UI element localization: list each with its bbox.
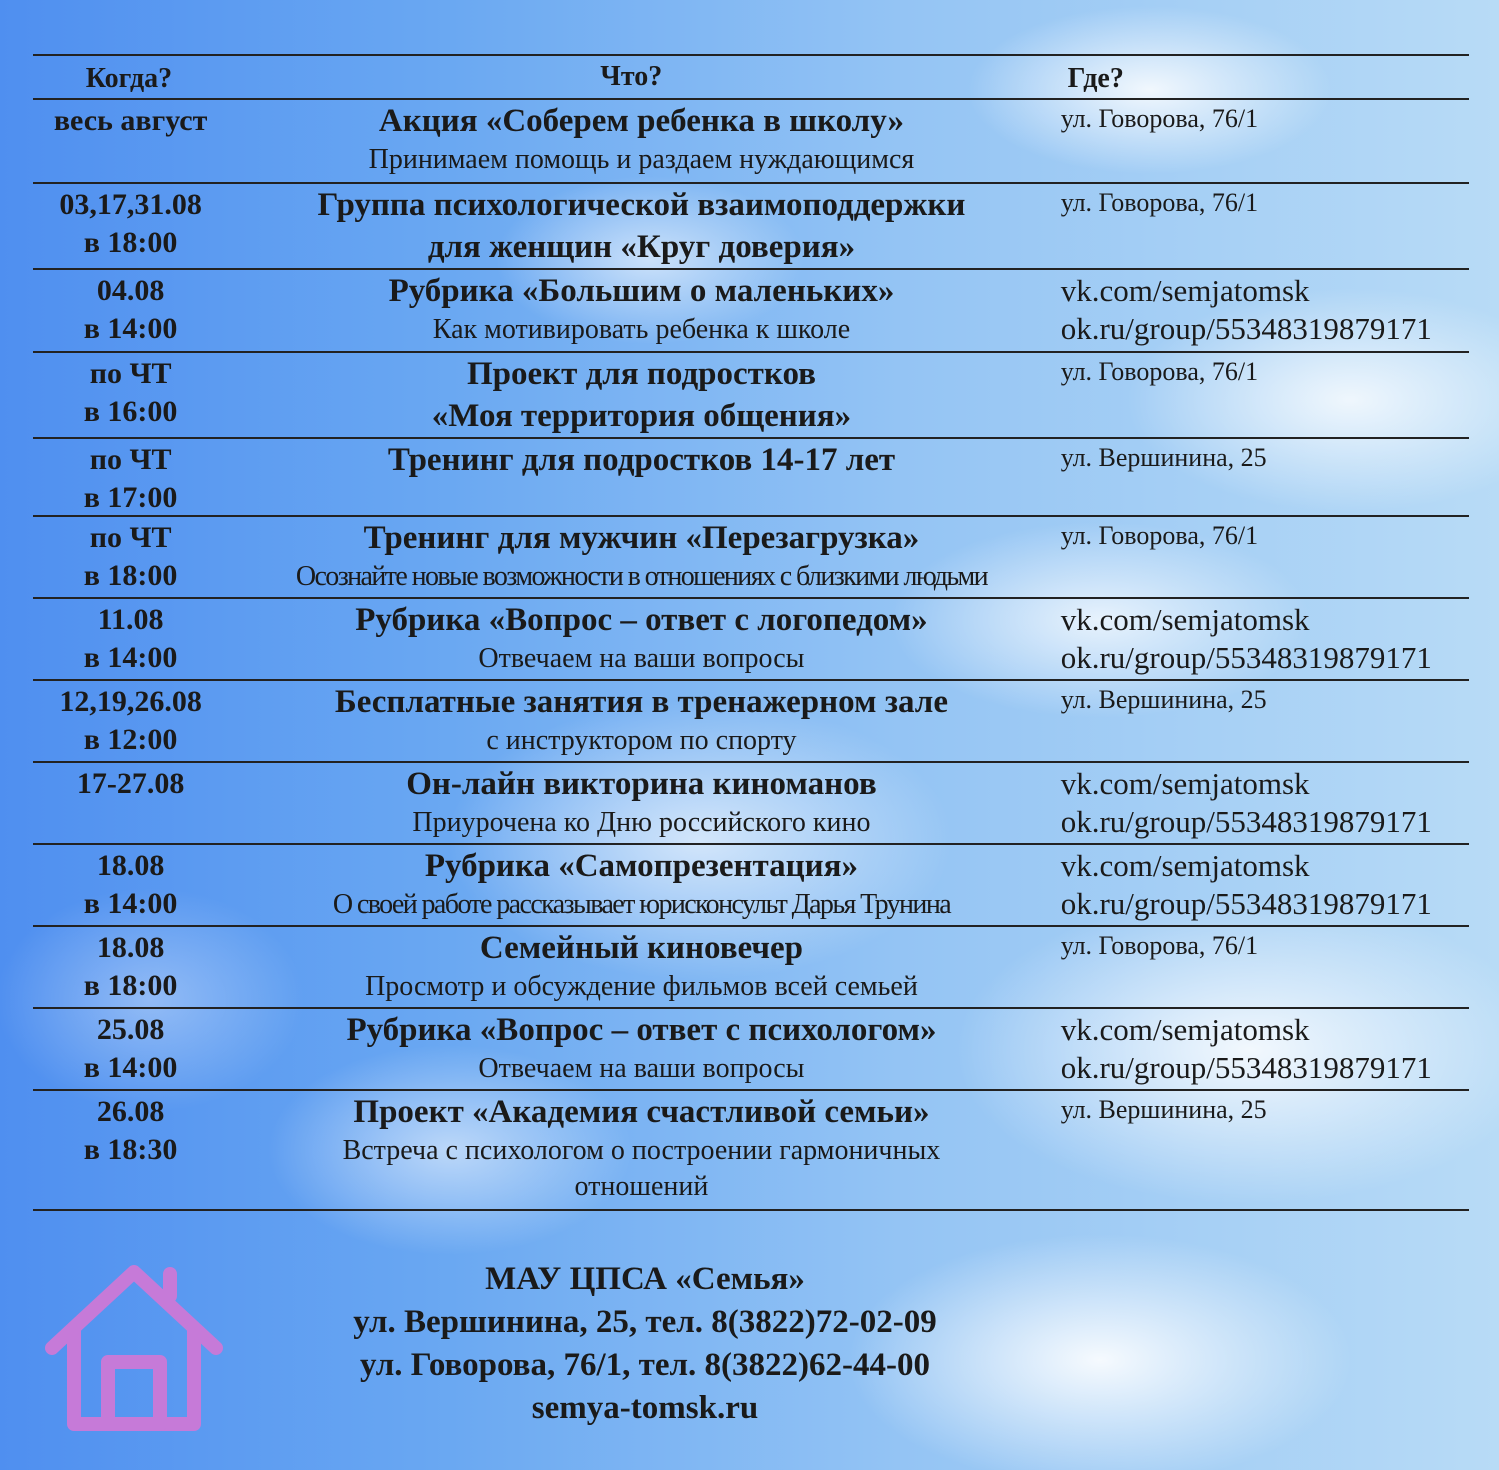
event-description: О своей работе рассказывает юрисконсульт Дарья Трунина <box>332 889 951 920</box>
event-address: ул. Вершинина, 25 <box>1060 685 1267 714</box>
event-when: 03,17,31.08 в 18:00 <box>59 188 202 259</box>
event-when: 04.08 в 14:00 <box>83 274 178 345</box>
table-row <box>33 1091 1469 1211</box>
event-what <box>228 100 1055 182</box>
event-when: 17-27.08 <box>76 767 185 800</box>
table-row <box>33 927 1469 1009</box>
event-title: Акция «Соберем ребенка в школу» <box>378 103 905 139</box>
event-description: Встреча с психологом о построении гармоничных отношений <box>342 1135 941 1202</box>
event-title: Бесплатные занятия в тренажерном зале <box>334 684 948 720</box>
event-when: 26.08 в 18:30 <box>83 1095 178 1166</box>
table-row <box>33 353 1469 439</box>
schedule-table <box>33 54 1469 1211</box>
event-online-links[interactable]: vk.com/semjatomsk ok.ru/group/55348319879171 <box>1060 1012 1432 1085</box>
event-title: Рубрика «Вопрос – ответ с психологом» <box>346 1012 937 1048</box>
event-title: Рубрика «Большим о маленьких» <box>388 273 895 309</box>
event-title: Проект для подростков «Моя территория общения» <box>431 356 852 434</box>
table-row <box>33 517 1469 599</box>
table-row <box>33 439 1469 517</box>
house-icon <box>44 1262 224 1434</box>
event-address: ул. Говорова, 76/1 <box>1060 521 1259 550</box>
event-what <box>228 599 1055 679</box>
event-what <box>228 184 1055 268</box>
event-online-links[interactable]: vk.com/semjatomsk ok.ru/group/55348319879171 <box>1060 848 1432 921</box>
event-title: Тренинг для подростков 14-17 лет <box>387 442 896 478</box>
event-when: весь август <box>53 104 208 137</box>
footer-address-2: ул. Говорова, 76/1, тел. 8(3822)62-44-00 <box>360 1347 930 1383</box>
event-description: Как мотивировать ребенка к школе <box>432 314 851 345</box>
event-address: ул. Говорова, 76/1 <box>1060 357 1259 386</box>
event-address: ул. Вершинина, 25 <box>1060 1095 1267 1124</box>
event-description: с инструктором по спорту <box>486 725 797 756</box>
event-description: Осознайте новые возможности в отношениях с близкими людьми <box>295 561 988 592</box>
footer-contacts <box>250 1258 1040 1430</box>
table-row <box>33 100 1469 184</box>
table-row <box>33 1009 1469 1091</box>
table-row <box>33 184 1469 270</box>
event-address: ул. Говорова, 76/1 <box>1060 931 1259 960</box>
footer-org: МАУ ЦПСА «Семья» <box>485 1261 805 1297</box>
footer-address-1: ул. Вершинина, 25, тел. 8(3822)72-02-09 <box>353 1304 937 1340</box>
event-address: ул. Говорова, 76/1 <box>1060 104 1259 133</box>
event-when: 12,19,26.08 в 12:00 <box>59 685 202 756</box>
table-row <box>33 763 1469 845</box>
event-what <box>228 681 1055 761</box>
event-what <box>228 353 1055 437</box>
event-description: Отвечаем на ваши вопросы <box>478 1053 805 1084</box>
event-description: Отвечаем на ваши вопросы <box>478 643 805 674</box>
event-what <box>228 763 1055 843</box>
event-title: Группа психологической взаимоподдержки для женщин «Круг доверия» <box>317 187 966 265</box>
event-what <box>228 1091 1055 1209</box>
event-online-links[interactable]: vk.com/semjatomsk ok.ru/group/55348319879171 <box>1060 273 1432 346</box>
event-when: по ЧТ в 18:00 <box>83 521 178 592</box>
event-address: ул. Вершинина, 25 <box>1060 443 1267 472</box>
event-when: 11.08 в 14:00 <box>83 603 178 674</box>
event-title: Он-лайн викторина киноманов <box>406 766 877 802</box>
header-when: Когда? <box>85 63 173 94</box>
event-what <box>228 1009 1055 1089</box>
event-address: ул. Говорова, 76/1 <box>1060 188 1259 217</box>
event-description: Приурочена ко Дню российского кино <box>412 807 871 838</box>
header-where: Где? <box>1067 63 1124 94</box>
event-what <box>228 927 1055 1007</box>
event-online-links[interactable]: vk.com/semjatomsk ok.ru/group/55348319879171 <box>1060 766 1432 839</box>
table-row <box>33 845 1469 927</box>
event-when: 25.08 в 14:00 <box>83 1013 178 1084</box>
event-what <box>228 270 1055 351</box>
event-description: Просмотр и обсуждение фильмов всей семьей <box>365 971 918 1002</box>
table-row <box>33 270 1469 353</box>
event-title: Семейный киновечер <box>479 930 803 966</box>
footer-site-link[interactable]: semya-tomsk.ru <box>531 1390 759 1426</box>
event-when: 18.08 в 18:00 <box>83 931 178 1002</box>
event-when: 18.08 в 14:00 <box>83 849 178 920</box>
table-header-row <box>33 56 1469 100</box>
event-what <box>228 845 1055 925</box>
event-when: по ЧТ в 16:00 <box>83 357 178 428</box>
table-row <box>33 599 1469 681</box>
table-row <box>33 681 1469 763</box>
event-title: Рубрика «Вопрос – ответ с логопедом» <box>355 602 928 638</box>
event-online-links[interactable]: vk.com/semjatomsk ok.ru/group/55348319879171 <box>1060 602 1432 675</box>
event-what <box>228 439 1055 515</box>
event-description: Принимаем помощь и раздаем нуждающимся <box>368 144 915 175</box>
event-title: Рубрика «Самопрезентация» <box>424 848 859 884</box>
event-what <box>228 517 1055 597</box>
event-title: Тренинг для мужчин «Перезагрузка» <box>363 520 920 556</box>
event-when: по ЧТ в 17:00 <box>83 443 178 514</box>
header-what: Что? <box>600 61 663 92</box>
event-title: Проект «Академия счастливой семьи» <box>353 1094 930 1130</box>
